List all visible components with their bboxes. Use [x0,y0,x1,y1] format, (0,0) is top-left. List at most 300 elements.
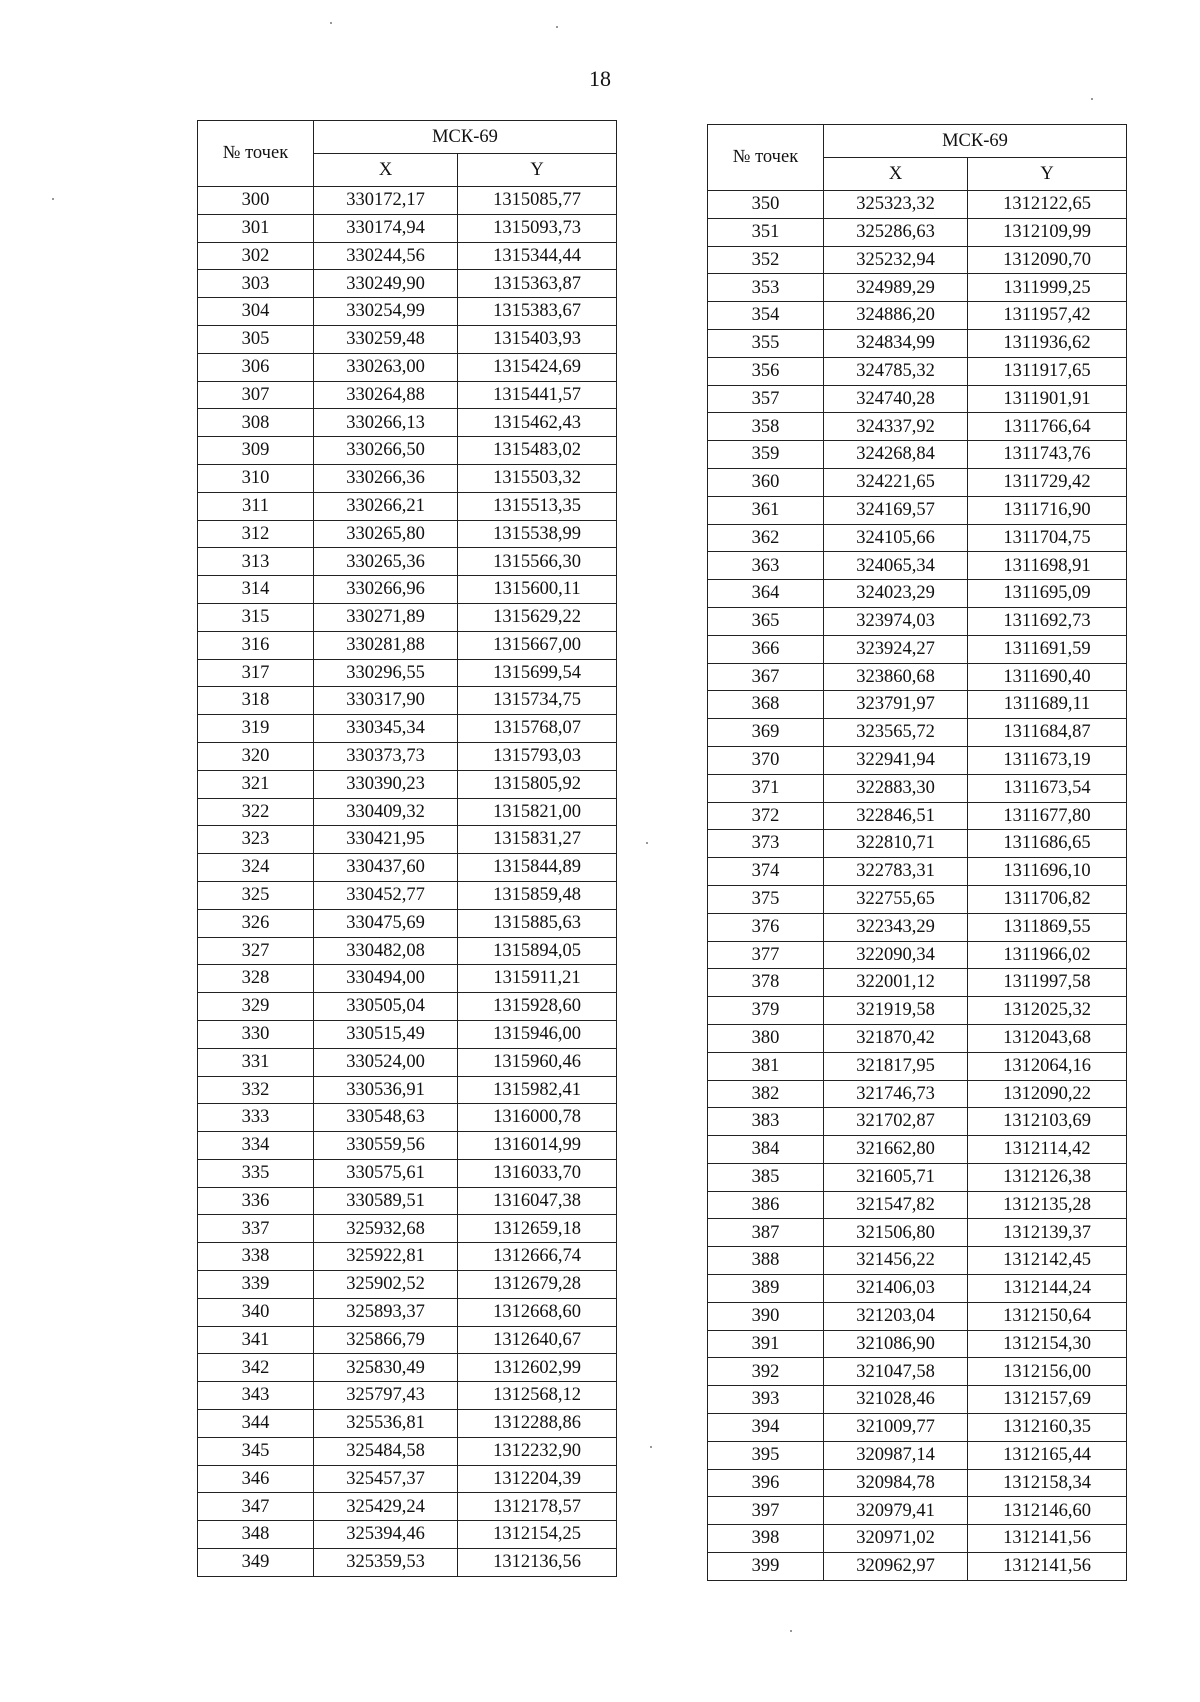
point-number-cell: 381 [708,1052,824,1080]
x-coordinate-cell: 324337,92 [824,413,968,441]
x-coordinate-cell: 324785,32 [824,357,968,385]
table-row [198,1437,617,1465]
table-row [198,381,617,409]
x-coordinate-cell: 324740,28 [824,385,968,413]
point-number-cell: 397 [708,1497,824,1525]
table-row [708,830,1127,858]
x-coordinate-cell: 330475,69 [314,909,458,937]
point-number-cell: 330 [198,1020,314,1048]
table-row [708,1441,1127,1469]
x-coordinate-cell: 321456,22 [824,1247,968,1275]
page-number: 18 [589,66,611,91]
x-coordinate-cell: 323860,68 [824,663,968,691]
table-row [198,965,617,993]
point-number-cell: 316 [198,631,314,659]
y-coordinate-cell: 1311704,75 [968,524,1127,552]
table-row [198,214,617,242]
x-coordinate-cell: 330266,21 [314,492,458,520]
table-row [198,937,617,965]
point-number-cell: 373 [708,830,824,858]
coordinates-table-left [197,120,617,1577]
x-coordinate-cell: 325830,49 [314,1354,458,1382]
y-coordinate-cell: 1312122,65 [968,191,1127,219]
point-number-cell: 335 [198,1159,314,1187]
y-coordinate-cell: 1315768,07 [458,715,617,743]
y-coordinate-cell: 1312114,42 [968,1136,1127,1164]
point-number-cell: 369 [708,719,824,747]
x-coordinate-cell: 330317,90 [314,687,458,715]
table-row [708,719,1127,747]
point-number-cell: 358 [708,413,824,441]
x-coordinate-cell: 330263,00 [314,353,458,381]
x-coordinate-cell: 323565,72 [824,719,968,747]
y-coordinate-cell: 1315831,27 [458,826,617,854]
coordinate-system-header: МСК-69 [824,125,1127,158]
point-number-cell: 355 [708,329,824,357]
y-coordinate-cell: 1315629,22 [458,603,617,631]
x-coordinate-cell: 321919,58 [824,997,968,1025]
point-number-cell: 384 [708,1136,824,1164]
y-coordinate-cell: 1311957,42 [968,302,1127,330]
point-number-cell: 393 [708,1386,824,1414]
y-coordinate-cell: 1311743,76 [968,441,1127,469]
scan-speck [330,22,332,24]
y-coordinate-cell: 1312679,28 [458,1271,617,1299]
table-row [198,1410,617,1438]
point-number-cell: 303 [198,270,314,298]
x-coordinate-cell: 330409,32 [314,798,458,826]
point-number-cell: 340 [198,1298,314,1326]
table-row [708,746,1127,774]
table-row [198,1326,617,1354]
y-coordinate-cell: 1315403,93 [458,325,617,353]
y-coordinate-cell: 1312126,38 [968,1163,1127,1191]
y-coordinate-cell: 1311706,82 [968,885,1127,913]
table-row [708,1275,1127,1303]
y-coordinate-cell: 1311691,59 [968,635,1127,663]
y-coordinate-cell: 1311966,02 [968,941,1127,969]
y-coordinate-cell: 1311686,65 [968,830,1127,858]
x-coordinate-cell: 322883,30 [824,774,968,802]
point-number-cell: 329 [198,993,314,1021]
table-row [198,1020,617,1048]
y-coordinate-cell: 1312141,56 [968,1525,1127,1553]
table-row [198,687,617,715]
table-row [198,1549,617,1577]
table-row [708,302,1127,330]
table-row [708,885,1127,913]
x-coordinate-cell: 325893,37 [314,1298,458,1326]
y-coordinate-cell: 1312640,67 [458,1326,617,1354]
table-row [198,798,617,826]
y-coordinate-cell: 1312043,68 [968,1024,1127,1052]
x-coordinate-cell: 330264,88 [314,381,458,409]
x-coordinate-cell: 325429,24 [314,1493,458,1521]
table-row [708,969,1127,997]
point-number-cell: 389 [708,1275,824,1303]
x-coordinate-cell: 324989,29 [824,274,968,302]
point-number-cell: 368 [708,691,824,719]
point-number-cell: 360 [708,468,824,496]
point-number-cell: 337 [198,1215,314,1243]
y-coordinate-cell: 1315699,54 [458,659,617,687]
table-row [708,1330,1127,1358]
point-number-cell: 342 [198,1354,314,1382]
y-coordinate-cell: 1315424,69 [458,353,617,381]
x-coordinate-cell: 325484,58 [314,1437,458,1465]
y-coordinate-cell: 1315538,99 [458,520,617,548]
table-row [708,802,1127,830]
table-row [708,1358,1127,1386]
y-coordinate-cell: 1315982,41 [458,1076,617,1104]
y-coordinate-cell: 1315503,32 [458,464,617,492]
table-body-left [198,187,617,1577]
table-row [198,715,617,743]
point-number-cell: 328 [198,965,314,993]
point-number-cell: 361 [708,496,824,524]
x-coordinate-cell: 325866,79 [314,1326,458,1354]
point-number-cell: 385 [708,1163,824,1191]
x-coordinate-cell: 322783,31 [824,858,968,886]
x-coordinate-cell: 321817,95 [824,1052,968,1080]
y-coordinate-cell: 1312158,34 [968,1469,1127,1497]
y-coordinate-cell: 1312146,60 [968,1497,1127,1525]
point-number-cell: 382 [708,1080,824,1108]
point-number-cell: 371 [708,774,824,802]
y-coordinate-cell: 1312139,37 [968,1219,1127,1247]
point-number-cell: 301 [198,214,314,242]
x-coordinate-cell: 325536,81 [314,1410,458,1438]
x-coordinate-cell: 322846,51 [824,802,968,830]
y-coordinate-cell: 1315793,03 [458,742,617,770]
x-coordinate-cell: 321870,42 [824,1024,968,1052]
y-coordinate-cell: 1311917,65 [968,357,1127,385]
y-coordinate-cell: 1312141,56 [968,1553,1127,1581]
table-row [198,742,617,770]
point-number-cell: 349 [198,1549,314,1577]
table-row [198,437,617,465]
y-coordinate-cell: 1316000,78 [458,1104,617,1132]
y-coordinate-cell: 1315344,44 [458,242,617,270]
table-row [708,218,1127,246]
table-row [198,353,617,381]
y-coordinate-cell: 1315085,77 [458,187,617,215]
point-number-cell: 352 [708,246,824,274]
x-coordinate-cell: 324834,99 [824,329,968,357]
point-number-cell: 309 [198,437,314,465]
table-row [198,854,617,882]
table-row [198,242,617,270]
table-row [198,993,617,1021]
point-number-cell: 359 [708,441,824,469]
x-coordinate-cell: 322755,65 [824,885,968,913]
y-coordinate-cell: 1312659,18 [458,1215,617,1243]
x-coordinate-cell: 330249,90 [314,270,458,298]
point-number-cell: 387 [708,1219,824,1247]
table-row [198,826,617,854]
table-row [708,246,1127,274]
x-coordinate-cell: 330421,95 [314,826,458,854]
y-coordinate-cell: 1316014,99 [458,1132,617,1160]
x-coordinate-cell: 321406,03 [824,1275,968,1303]
x-coordinate-cell: 330559,56 [314,1132,458,1160]
scan-speck [1091,98,1093,100]
x-coordinate-cell: 325286,63 [824,218,968,246]
x-coordinate-cell: 324169,57 [824,496,968,524]
point-number-cell: 392 [708,1358,824,1386]
y-coordinate-cell: 1315383,67 [458,298,617,326]
table-row [708,552,1127,580]
y-coordinate-cell: 1311677,80 [968,802,1127,830]
point-number-cell: 380 [708,1024,824,1052]
x-coordinate-cell: 325902,52 [314,1271,458,1299]
table-row [198,1298,617,1326]
table-row [708,329,1127,357]
table-row [198,187,617,215]
x-coordinate-cell: 325457,37 [314,1465,458,1493]
table-row [198,325,617,353]
y-coordinate-cell: 1311901,91 [968,385,1127,413]
point-number-cell: 311 [198,492,314,520]
x-coordinate-cell: 320962,97 [824,1553,968,1581]
y-coordinate-cell: 1312135,28 [968,1191,1127,1219]
y-coordinate-cell: 1312288,86 [458,1410,617,1438]
y-coordinate-cell: 1315566,30 [458,548,617,576]
table-row [198,409,617,437]
point-number-cell: 313 [198,548,314,576]
x-coordinate-cell: 323974,03 [824,607,968,635]
x-column-header: X [824,158,968,191]
x-coordinate-cell: 320979,41 [824,1497,968,1525]
point-number-cell: 375 [708,885,824,913]
table-row [708,691,1127,719]
y-coordinate-cell: 1312160,35 [968,1414,1127,1442]
point-number-cell: 362 [708,524,824,552]
x-coordinate-cell: 330505,04 [314,993,458,1021]
x-coordinate-cell: 325323,32 [824,191,968,219]
x-coordinate-cell: 322941,94 [824,746,968,774]
table-row [708,1108,1127,1136]
y-coordinate-cell: 1312154,30 [968,1330,1127,1358]
table-row [198,659,617,687]
table-row [198,1354,617,1382]
y-coordinate-cell: 1311673,19 [968,746,1127,774]
y-coordinate-cell: 1311689,11 [968,691,1127,719]
y-coordinate-cell: 1312157,69 [968,1386,1127,1414]
y-coordinate-cell: 1315734,75 [458,687,617,715]
point-number-cell: 302 [198,242,314,270]
x-coordinate-cell: 321702,87 [824,1108,968,1136]
table-row [708,413,1127,441]
point-number-cell: 300 [198,187,314,215]
point-number-cell: 319 [198,715,314,743]
x-coordinate-cell: 330390,23 [314,770,458,798]
point-number-cell: 332 [198,1076,314,1104]
x-coordinate-cell: 330266,13 [314,409,458,437]
x-coordinate-cell: 330266,50 [314,437,458,465]
x-coordinate-cell: 322001,12 [824,969,968,997]
point-number-cell: 347 [198,1493,314,1521]
y-coordinate-cell: 1312568,12 [458,1382,617,1410]
point-number-cell: 320 [198,742,314,770]
point-number-cell: 363 [708,552,824,580]
point-number-cell: 341 [198,1326,314,1354]
point-number-cell: 317 [198,659,314,687]
y-coordinate-cell: 1315483,02 [458,437,617,465]
table-row [708,274,1127,302]
x-coordinate-cell: 321547,82 [824,1191,968,1219]
y-coordinate-cell: 1311729,42 [968,468,1127,496]
table-row [198,1382,617,1410]
y-coordinate-cell: 1312064,16 [968,1052,1127,1080]
table-row [708,663,1127,691]
table-row [198,270,617,298]
point-number-cell: 370 [708,746,824,774]
point-number-cell: 399 [708,1553,824,1581]
point-number-cell: 396 [708,1469,824,1497]
table-row [198,298,617,326]
y-coordinate-cell: 1311695,09 [968,580,1127,608]
table-row [708,496,1127,524]
y-coordinate-cell: 1312144,24 [968,1275,1127,1303]
x-coordinate-cell: 322810,71 [824,830,968,858]
point-number-cell: 365 [708,607,824,635]
x-coordinate-cell: 322343,29 [824,913,968,941]
x-coordinate-cell: 325232,94 [824,246,968,274]
table-row [708,1080,1127,1108]
x-coordinate-cell: 330296,55 [314,659,458,687]
y-coordinate-cell: 1311936,62 [968,329,1127,357]
table-row [198,1465,617,1493]
y-coordinate-cell: 1311696,10 [968,858,1127,886]
table-row [708,774,1127,802]
y-coordinate-cell: 1312666,74 [458,1243,617,1271]
y-coordinate-cell: 1316047,38 [458,1187,617,1215]
x-coordinate-cell: 321506,80 [824,1219,968,1247]
y-coordinate-cell: 1312150,64 [968,1302,1127,1330]
table-row [198,1132,617,1160]
point-number-cell: 366 [708,635,824,663]
point-number-cell: 306 [198,353,314,381]
point-number-cell: 350 [708,191,824,219]
x-coordinate-cell: 324065,34 [824,552,968,580]
table-row [708,1052,1127,1080]
point-number-cell: 374 [708,858,824,886]
x-coordinate-cell: 321746,73 [824,1080,968,1108]
y-coordinate-cell: 1312103,69 [968,1108,1127,1136]
x-coordinate-cell: 322090,34 [824,941,968,969]
table-row [708,1525,1127,1553]
table-row [708,524,1127,552]
y-coordinate-cell: 1312025,32 [968,997,1127,1025]
table-row [198,1076,617,1104]
table-row [198,1243,617,1271]
x-coordinate-cell: 324023,29 [824,580,968,608]
coordinates-table-right [707,124,1127,1581]
table-row [198,1187,617,1215]
y-coordinate-cell: 1311999,25 [968,274,1127,302]
y-coordinate-cell: 1311673,54 [968,774,1127,802]
point-number-cell: 325 [198,881,314,909]
table-row [708,1386,1127,1414]
table-row [198,1215,617,1243]
table-row [708,607,1127,635]
point-number-cell: 321 [198,770,314,798]
x-coordinate-cell: 330265,36 [314,548,458,576]
x-coordinate-cell: 321605,71 [824,1163,968,1191]
table-row [198,631,617,659]
point-number-cell: 314 [198,576,314,604]
table-row [198,520,617,548]
point-number-cell: 354 [708,302,824,330]
point-number-cell: 390 [708,1302,824,1330]
point-number-cell: 388 [708,1247,824,1275]
point-number-cell: 367 [708,663,824,691]
x-column-header: X [314,154,458,187]
x-coordinate-cell: 325932,68 [314,1215,458,1243]
table-row [708,1469,1127,1497]
table-row [708,1136,1127,1164]
y-coordinate-cell: 1312165,44 [968,1441,1127,1469]
table-row [708,1414,1127,1442]
coordinate-system-header: МСК-69 [314,121,617,154]
table-row [708,1024,1127,1052]
point-number-cell: 394 [708,1414,824,1442]
y-coordinate-cell: 1315441,57 [458,381,617,409]
x-coordinate-cell: 321086,90 [824,1330,968,1358]
y-coordinate-cell: 1315093,73 [458,214,617,242]
table-row [198,464,617,492]
x-coordinate-cell: 330536,91 [314,1076,458,1104]
y-coordinate-cell: 1315667,00 [458,631,617,659]
y-coordinate-cell: 1312178,57 [458,1493,617,1521]
point-number-header: № точек [198,121,314,187]
x-coordinate-cell: 320987,14 [824,1441,968,1469]
table-row [198,1048,617,1076]
y-coordinate-cell: 1311766,64 [968,413,1127,441]
table-row [198,1271,617,1299]
table-row [198,881,617,909]
x-coordinate-cell: 330515,49 [314,1020,458,1048]
x-coordinate-cell: 330373,73 [314,742,458,770]
table-row [198,909,617,937]
y-coordinate-cell: 1315894,05 [458,937,617,965]
point-number-cell: 308 [198,409,314,437]
table-row [708,913,1127,941]
point-number-cell: 318 [198,687,314,715]
y-coordinate-cell: 1311997,58 [968,969,1127,997]
point-number-cell: 348 [198,1521,314,1549]
x-coordinate-cell: 321662,80 [824,1136,968,1164]
table-row [198,1104,617,1132]
x-coordinate-cell: 330244,56 [314,242,458,270]
x-coordinate-cell: 323924,27 [824,635,968,663]
x-coordinate-cell: 330575,61 [314,1159,458,1187]
point-number-cell: 357 [708,385,824,413]
y-coordinate-cell: 1311690,40 [968,663,1127,691]
y-coordinate-cell: 1316033,70 [458,1159,617,1187]
x-coordinate-cell: 330589,51 [314,1187,458,1215]
table-row [198,492,617,520]
x-coordinate-cell: 330437,60 [314,854,458,882]
table-row [708,1191,1127,1219]
y-coordinate-cell: 1312090,70 [968,246,1127,274]
x-coordinate-cell: 324221,65 [824,468,968,496]
x-coordinate-cell: 330548,63 [314,1104,458,1132]
y-coordinate-cell: 1311692,73 [968,607,1127,635]
point-number-cell: 307 [198,381,314,409]
x-coordinate-cell: 325359,53 [314,1549,458,1577]
